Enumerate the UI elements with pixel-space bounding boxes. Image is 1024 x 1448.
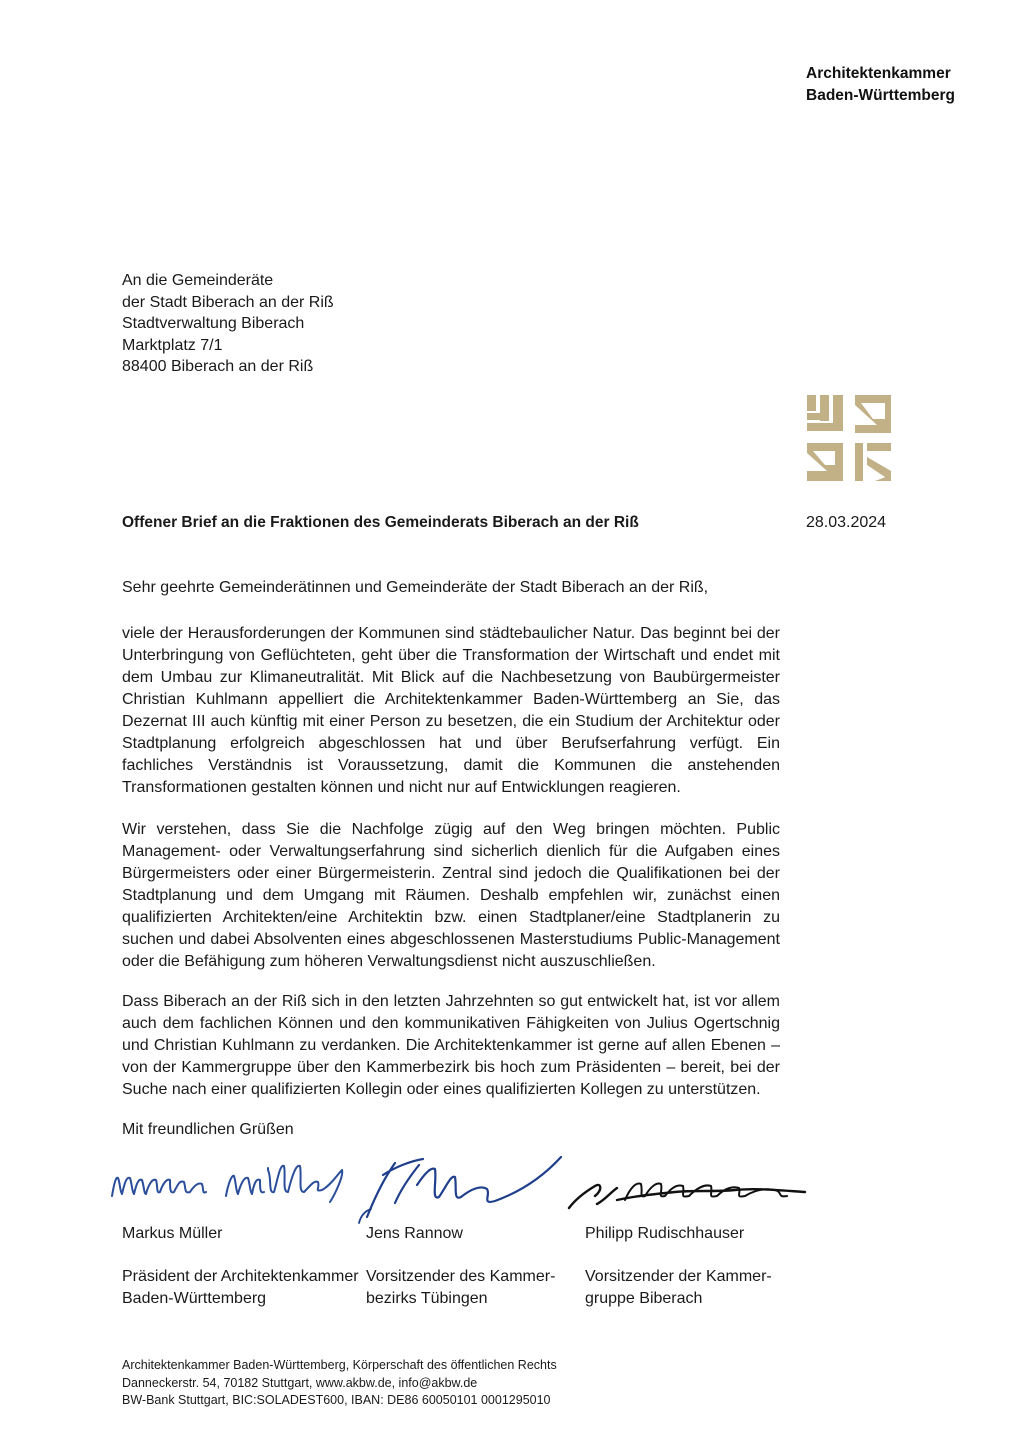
recipient-line: der Stadt Biberach an der Riß — [122, 293, 334, 311]
signatory-role: Präsident der Architektenkammer — [122, 1268, 359, 1285]
recipient-line: Marktplatz 7/1 — [122, 336, 223, 354]
signatory-role: Vorsitzender der Kammer- — [585, 1268, 772, 1285]
footer-line: BW-Bank Stuttgart, BIC:SOLADEST600, IBAN: DE86 60050101 0001295010 — [122, 1393, 551, 1407]
letter-subject: Offener Brief an die Fraktionen des Gemeinderats Biberach an der Riß — [122, 514, 639, 531]
signature-mueller-icon — [108, 1156, 358, 1206]
letter-salutation: Sehr geehrte Gemeinderätinnen und Gemeinderäte der Stadt Biberach an der Riß, — [122, 579, 709, 596]
signatory-name: Jens Rannow — [366, 1225, 463, 1242]
footer-line: Danneckerstr. 54, 70182 Stuttgart, www.akbw.de, info@akbw.de — [122, 1375, 478, 1390]
akbw-logo-icon — [805, 393, 893, 483]
footer-line: Architektenkammer Baden-Württemberg, Körperschaft des öffentlichen Rechts — [122, 1358, 557, 1372]
signatory-role: Vorsitzender des Kammer- — [366, 1268, 556, 1285]
letter-date: 28.03.2024 — [806, 514, 887, 531]
signatory-role: Baden-Württemberg — [122, 1290, 267, 1307]
body-paragraph: viele der Herausforderungen der Kommunen sind städtebaulicher Natur. Das beginnt bei der Unterbringung von Geflüchteten, geht über die Transformation der Wirtschaft und endet mit dem Umbau zur Klimaneutralität. Mit Blick auf die Nachbesetzung von Baubürgermeister Christian Kuhlmann appelliert die Architektenkammer Baden-Württemberg an Sie, das Dezernat III auch künftig mit einer Person zu besetzen, die ein Studium der Architektur oder Stadtplanung erfolgreich abgeschlossen hat und über Berufserfahrung verfügt. Ein fachliches Verständnis ist Voraussetzung, damit die Kommunen die anstehenden Transformationen gestalten können und nicht nur auf Entwicklungen reagieren. — [122, 625, 780, 796]
recipient-line: An die Gemeinderäte — [122, 272, 274, 289]
org-name-line2: Baden-Württemberg — [806, 87, 955, 104]
letterhead-organization — [806, 63, 1006, 107]
signatory — [366, 1223, 555, 1310]
signatory-name: Markus Müller — [122, 1225, 223, 1242]
signatory-role: bezirks Tübingen — [366, 1290, 488, 1307]
recipient-line: Stadtverwaltung Biberach — [122, 315, 305, 333]
recipient-address — [122, 270, 334, 378]
signatory — [585, 1223, 772, 1310]
signatory — [122, 1223, 359, 1310]
body-paragraph: Wir verstehen, dass Sie die Nachfolge zügig auf den Weg bringen möchten. Public Management- oder Verwaltungserfahrung sind sicherlich dienlich für die Aufgaben eines Bürgermeisters oder einer Bürgermeisterin. Zentral sind jedoch die Qualifikationen bei der Stadtplanung und dem Umgang mit Räumen. Deshalb empfehlen wir, zunächst einen qualifizierten Architekten/eine Architektin bzw. einen Stadtplaner/eine Stadtplanerin zu suchen und dabei Absolventen eines abgeschlossenen Masterstudiums Public-Management oder die Befähigung zum höheren Verwaltungsdienst nicht auszuschließen. — [122, 821, 780, 970]
letter-closing: Mit freundlichen Grüßen — [122, 1121, 294, 1138]
signature-rudischhauser-icon — [565, 1170, 815, 1215]
org-name-line1: Architektenkammer — [806, 65, 951, 82]
signature-rannow-icon — [355, 1145, 570, 1225]
body-paragraph: Dass Biberach an der Riß sich in den letzten Jahrzehnten so gut entwickelt hat, ist vor allem auch dem fachlichen Können und den kommunikativen Fähigkeiten von Julius Ogertschnig und Christian Kuhlmann zu verdanken. Die Architektenkammer ist gerne auf allen Ebenen – von der Kammergruppe über den Kammerbezirk bis hoch zum Präsidenten – bereit, bei der Suche nach einer qualifizierten Kollegin oder eines qualifizierten Kollegen zu unterstützen. — [122, 993, 780, 1098]
signatory-role: gruppe Biberach — [585, 1290, 703, 1307]
recipient-line: 88400 Biberach an der Riß — [122, 358, 314, 376]
letter-footer — [122, 1357, 557, 1410]
signatory-name: Philipp Rudischhauser — [585, 1225, 745, 1242]
